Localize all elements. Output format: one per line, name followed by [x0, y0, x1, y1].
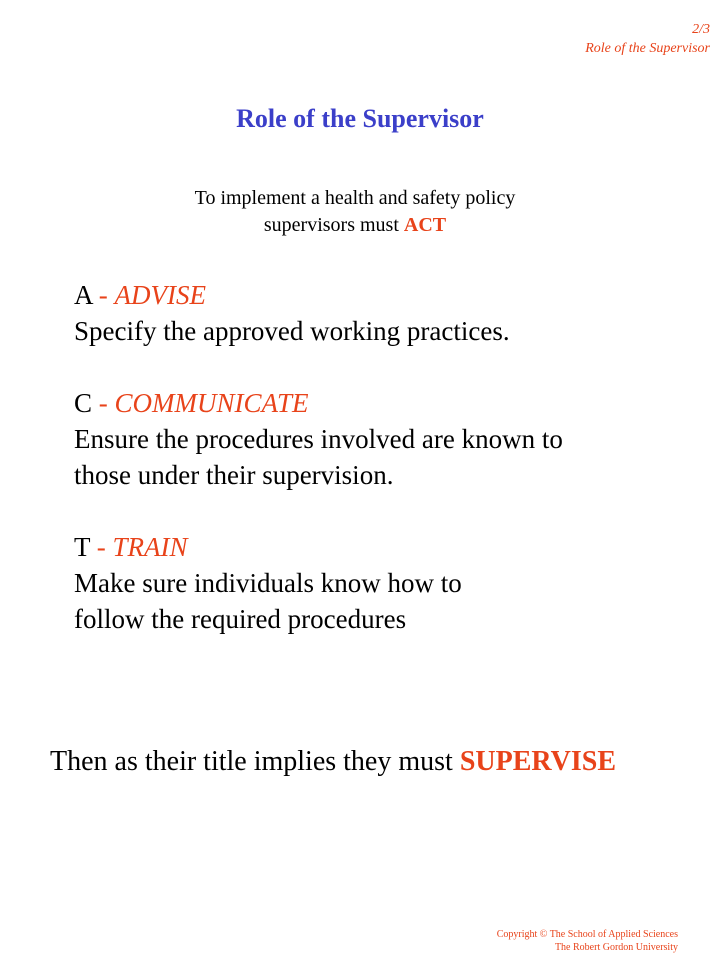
item-word: COMMUNICATE: [114, 388, 309, 418]
item-separator: -: [92, 280, 115, 310]
item-letter: C: [74, 388, 93, 418]
item-description-line: Ensure the procedures involved are known to: [74, 424, 563, 454]
conclusion: [50, 746, 616, 778]
list-item-train: [74, 529, 563, 637]
act-keyword: ACT: [403, 214, 447, 236]
item-heading: [74, 385, 563, 421]
item-description-line: those under their supervision.: [74, 460, 394, 490]
item-description-line: follow the required procedures: [74, 604, 407, 634]
list-item-communicate: [74, 385, 563, 493]
page-number: 2/3: [692, 22, 710, 37]
item-heading: [74, 529, 563, 565]
intro-line-1: To implement a health and safety policy: [194, 187, 516, 209]
conclusion-text: Then as their title implies they must: [50, 746, 453, 777]
item-separator: -: [90, 532, 113, 562]
supervise-keyword: SUPERVISE: [459, 746, 617, 777]
act-list: [74, 277, 563, 673]
page-reference: [585, 20, 710, 58]
copyright-line-2: The Robert Gordon University: [554, 942, 678, 953]
item-letter: T: [74, 532, 91, 562]
item-heading: [74, 277, 563, 313]
item-description-line: Make sure individuals know how to: [74, 568, 462, 598]
copyright-footer: [497, 928, 678, 954]
item-word: TRAIN: [112, 532, 188, 562]
intro-text: [0, 185, 710, 239]
list-item-advise: [74, 277, 563, 349]
item-separator: -: [92, 388, 115, 418]
intro-line-2-prefix: supervisors must: [263, 214, 399, 236]
section-name: Role of the Supervisor: [585, 41, 710, 56]
slide-title: Role of the Supervisor: [236, 104, 484, 133]
intro-line-2: [0, 212, 710, 239]
item-word: ADVISE: [114, 280, 206, 310]
copyright-line-1: Copyright © The School of Applied Sciences: [496, 929, 678, 940]
item-letter: A: [74, 280, 93, 310]
item-description-line: Specify the approved working practices.: [74, 316, 510, 346]
